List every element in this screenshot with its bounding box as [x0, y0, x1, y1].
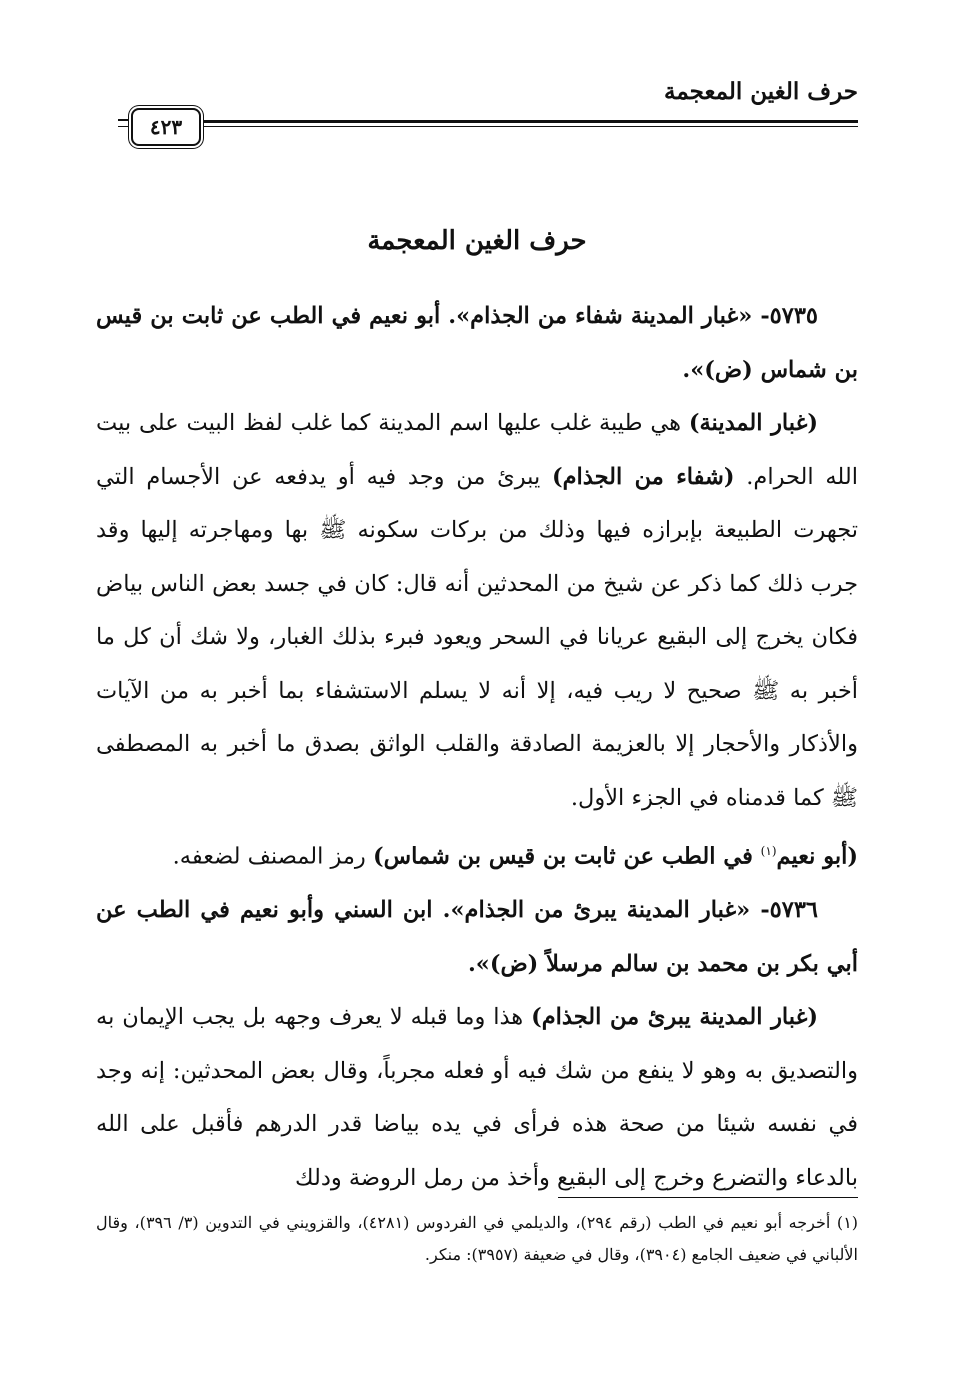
source-paragraph: [96, 825, 858, 884]
source-text: رمز المصنف لضعفه.: [172, 843, 373, 870]
page-number: ٤٢٣: [131, 108, 201, 146]
hadith-text: «غبار المدينة يبرئ من الجذام». ابن السني وأبو نعيم في الطب عن أبي بكر بن محمد بن سالم مرسلاً (ض)».: [96, 897, 858, 977]
source-term: (أبو نعيم: [776, 843, 858, 870]
commentary-text: هي طيبة غلب عليها اسم المدينة كما غلب لفظ البيت على بيت الله الحرام.: [96, 410, 858, 490]
entry-number: ٥٧٣٦-: [750, 897, 818, 923]
body-text: [96, 290, 858, 1205]
commentary-term: (شفاء من الجذام): [551, 463, 735, 490]
header-rule: [200, 120, 858, 123]
commentary-paragraph: [96, 991, 858, 1205]
footnote-ref[interactable]: (١): [760, 844, 777, 858]
footnotes: [96, 1207, 858, 1271]
commentary-text: هذا وما قبله لا يعرف وجهه بل يجب الإيمان به والتصديق به وهو لا ينفع من شك فيه أو فعله مجرباً، وقال بعض المحدثين: إنه وجد في نفسه شيئا من صحة هذه فرأى في يده بياضا قدر الدرهم فأقبل على الله بالدعاء والتضرع وخرج إلى البقيع وأخذ من رمل الروضة ودلك: [96, 1004, 858, 1191]
commentary-paragraph: [96, 397, 858, 825]
hadith-text: «غبار المدينة شفاء من الجذام». أبو نعيم في الطب عن ثابت بن قيس بن شماس (ض)».: [96, 303, 858, 383]
header-rule-thin: [200, 126, 858, 127]
page-number-ornament-thin: [118, 126, 128, 127]
entry-number: ٥٧٣٥-: [752, 303, 819, 329]
commentary-term: (غبار المدينة): [688, 410, 818, 436]
source-term-rest: في الطب عن ثابت بن قيس بن شماس): [372, 843, 761, 870]
hadith-entry-5736: [96, 884, 858, 991]
commentary-term: (غبار المدينة يبرئ من الجذام): [531, 1004, 818, 1030]
footnote-1: (١) أخرجه أبو نعيم في الطب (رقم ٢٩٤)، والديلمي في الفردوس (٤٢٨١)، والقزويني في التدوين (٣/ ٣٩٦)، وقال الألباني في ضعيف الجامع (٣٩٠٤)، وقال في ضعيفة (٣٩٥٧): منكر.: [96, 1213, 859, 1264]
page-number-ornament: [118, 119, 128, 121]
hadith-entry-5735: [96, 290, 858, 397]
commentary-text: يبرئ من وجد فيه أو يدفعه عن الأجسام التي تجهرت الطبيعة بإبرازه فيها وذلك من بركات سكونه ﷺ بها ومهاجرته إليها وقد جرب ذلك كما ذكر عن شيخ من المحدثين أنه قال: كان في جسد بعض الناس بياض فكان يخرج إلى البقيع عريانا في السحر ويعود فبرء بذلك الغبار، ولا شك أن كل ما أخبر به ﷺ صحيح لا ريب فيه، إلا أنه لا يسلم الاستشفاء بما أخبر به من الآيات والأذكار والأحجار إلا بالعزيمة الصادقة والقلب الواثق بصدق ما أخبر به المصطفى ﷺ كما قدمناه في الجزء الأول.: [96, 463, 858, 811]
running-title: حرف الغين المعجمة: [664, 78, 858, 105]
section-heading: حرف الغين المعجمة: [367, 226, 587, 256]
footnote-separator: [558, 1197, 858, 1198]
